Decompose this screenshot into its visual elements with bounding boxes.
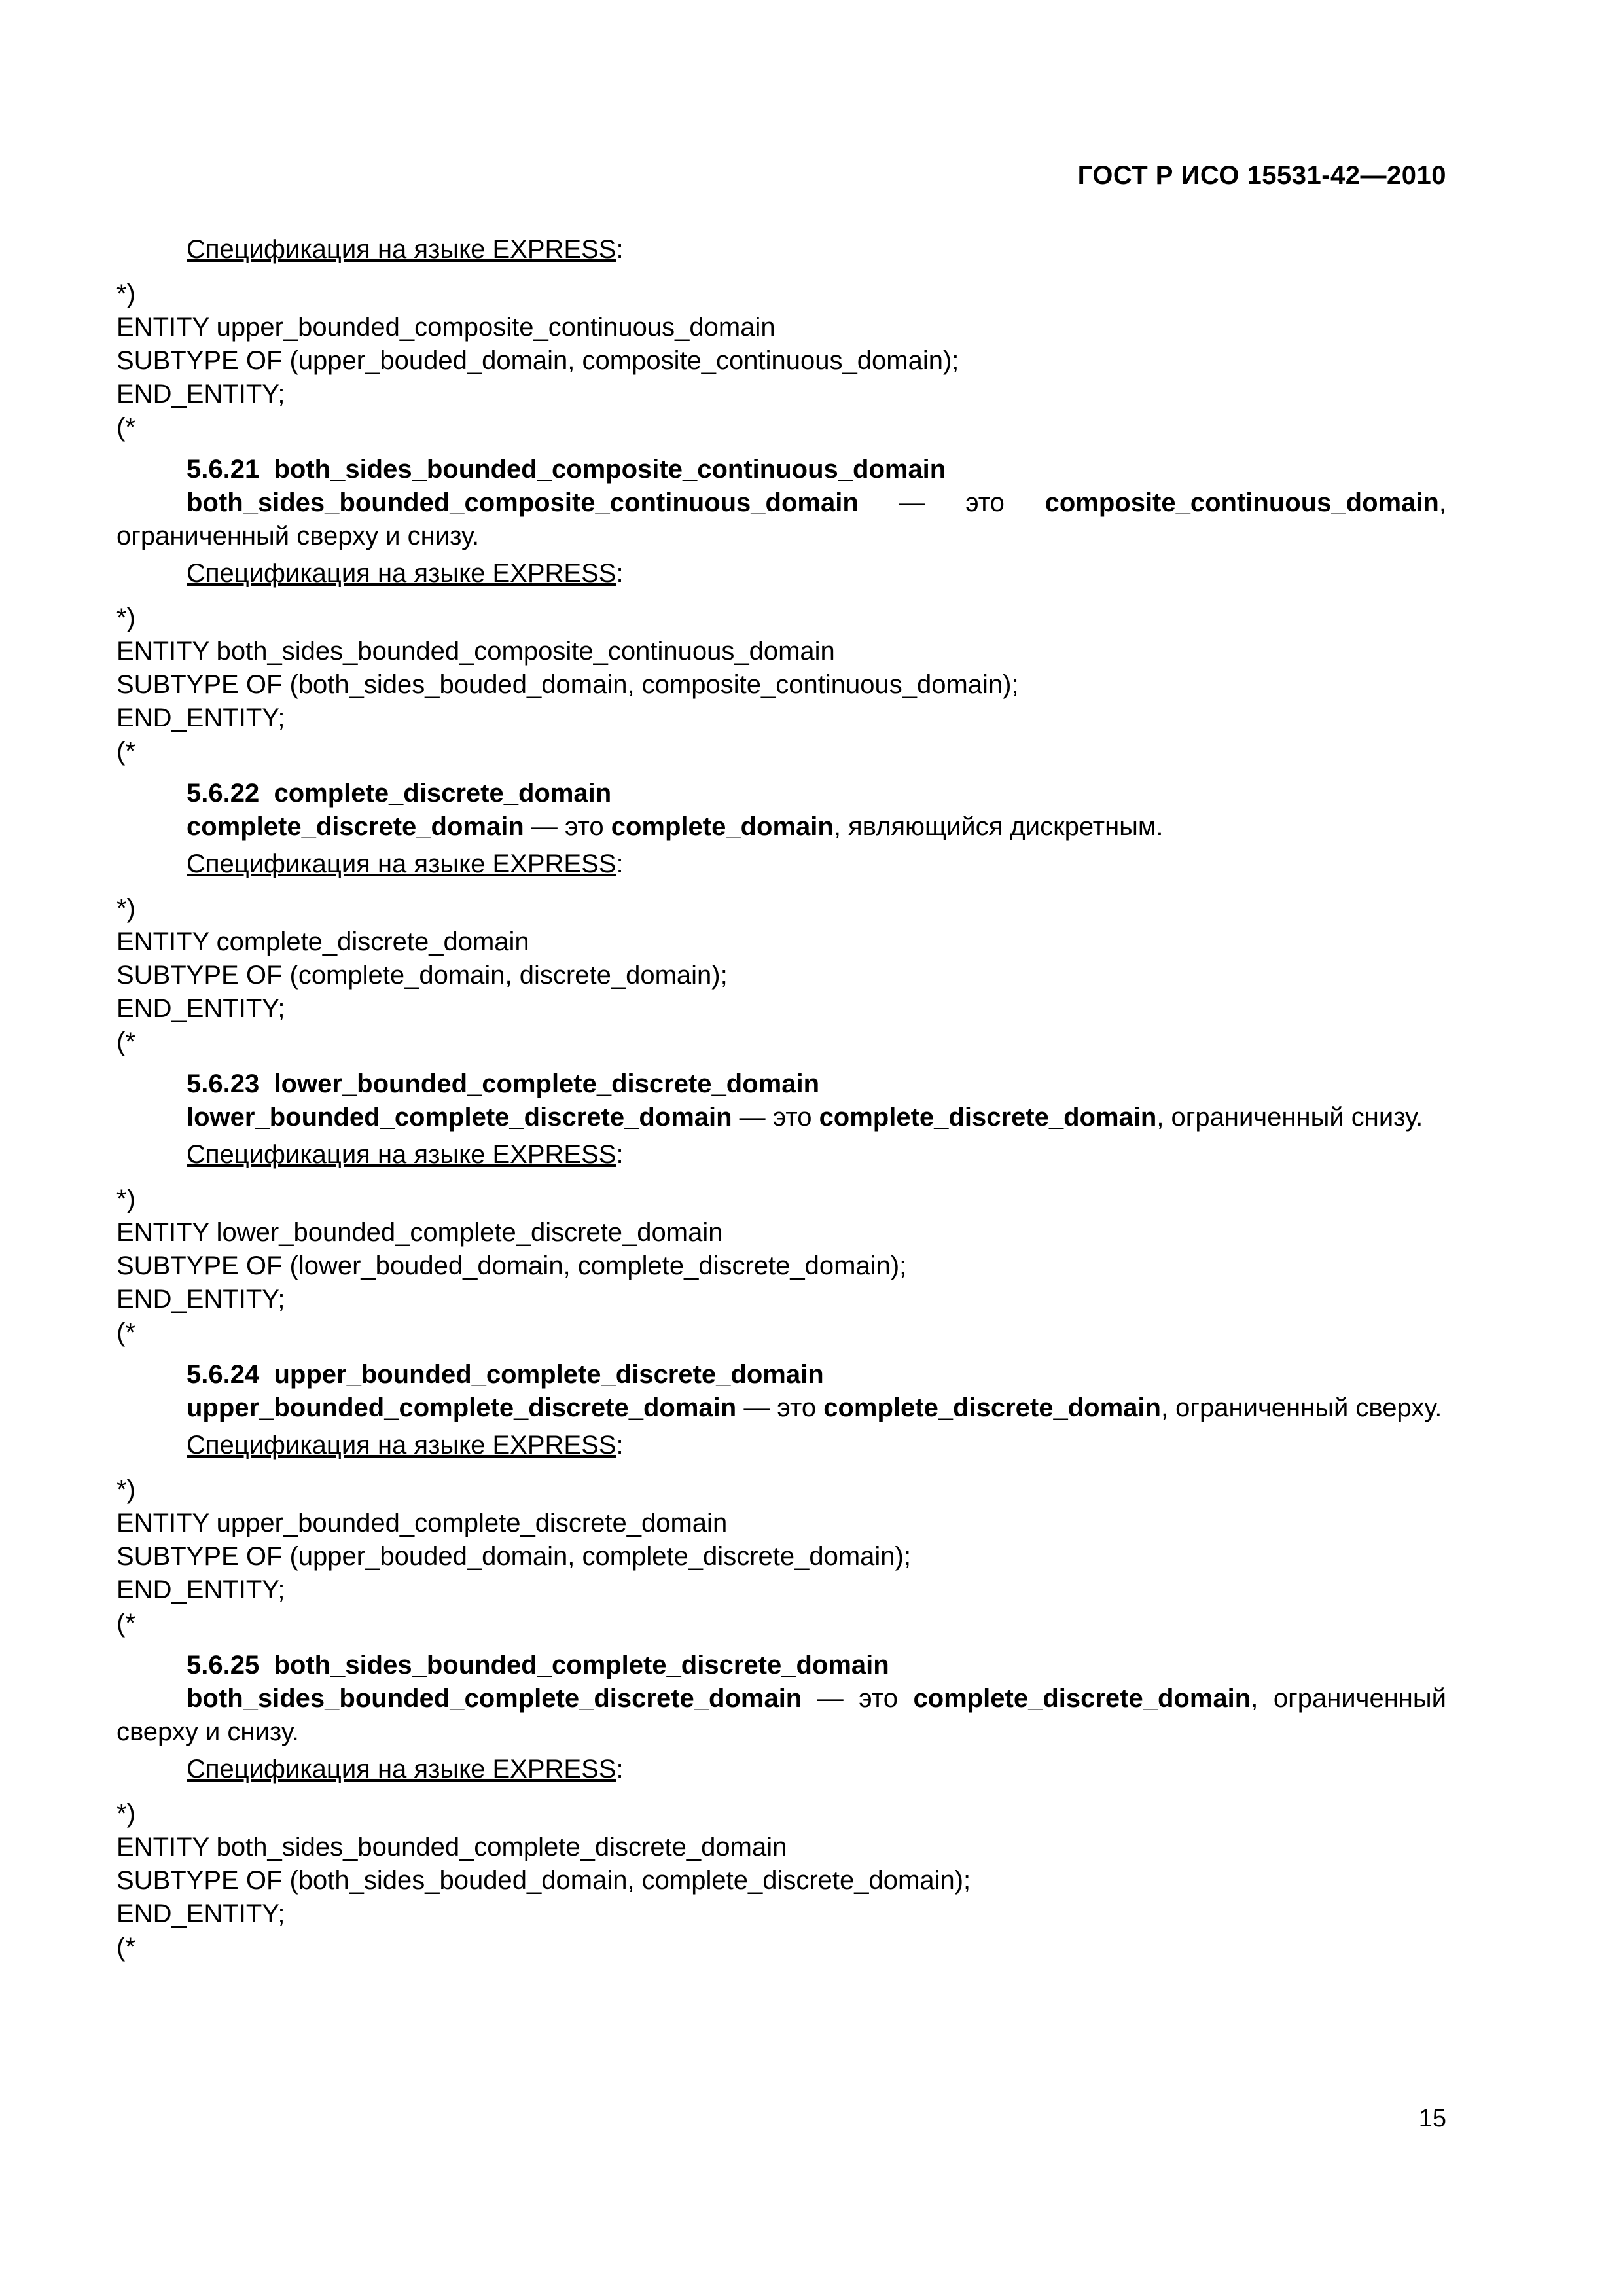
express-spec-colon: :: [616, 1140, 624, 1169]
code-line: SUBTYPE OF (upper_bouded_domain, composite_continuous_domain);: [116, 346, 959, 375]
definition-rest: , являющийся дискретным.: [833, 812, 1164, 841]
section-title: lower_bounded_complete_discrete_domain: [274, 1069, 820, 1098]
code-line: ENTITY lower_bounded_complete_discrete_domain: [116, 1218, 723, 1247]
section-heading: [116, 1358, 1446, 1391]
code-line: END_ENTITY;: [116, 704, 285, 732]
express-code-block: [116, 892, 1446, 1059]
code-line: SUBTYPE OF (complete_domain, discrete_domain);: [116, 961, 728, 990]
express-spec-label: [116, 1753, 1446, 1786]
express-code-block: [116, 1797, 1446, 1964]
definition-dash: — это: [802, 1684, 914, 1713]
express-spec-label-text: Спецификация на языке EXPRESS: [187, 559, 616, 588]
code-line: END_ENTITY;: [116, 1899, 285, 1928]
code-line: (*: [116, 1318, 135, 1347]
section-heading: [116, 453, 1446, 486]
express-spec-label-text: Спецификация на языке EXPRESS: [187, 235, 616, 264]
definition-dash: — это: [858, 488, 1045, 517]
code-line: END_ENTITY;: [116, 1285, 285, 1314]
code-line: *): [116, 1185, 135, 1213]
code-line: *): [116, 603, 135, 632]
express-spec-colon: :: [616, 235, 624, 264]
section-number: 5.6.22: [187, 779, 260, 808]
definition-term: upper_bounded_complete_discrete_domain: [187, 1393, 737, 1422]
code-line: *): [116, 1475, 135, 1504]
code-line: (*: [116, 1028, 135, 1056]
section-number: 5.6.23: [187, 1069, 260, 1098]
express-code-block: [116, 278, 1446, 444]
code-line: SUBTYPE OF (both_sides_bouded_domain, complete_discrete_domain);: [116, 1866, 971, 1895]
express-spec-colon: :: [616, 1431, 624, 1460]
express-code-block: [116, 601, 1446, 768]
express-spec-label: [116, 1429, 1446, 1462]
express-spec-colon: :: [616, 559, 624, 588]
section-title: upper_bounded_complete_discrete_domain: [274, 1360, 824, 1389]
definition-ref: complete_discrete_domain: [823, 1393, 1161, 1422]
definition-term: both_sides_bounded_composite_continuous_domain: [187, 488, 859, 517]
express-spec-label: [116, 1138, 1446, 1172]
page-number: 15: [1418, 2105, 1446, 2132]
code-line: (*: [116, 1609, 135, 1638]
code-line: SUBTYPE OF (lower_bouded_domain, complete_discrete_domain);: [116, 1251, 907, 1280]
code-line: ENTITY both_sides_bounded_complete_discrete_domain: [116, 1833, 787, 1861]
section-definition: [116, 486, 1446, 553]
definition-dash: — это: [736, 1393, 824, 1422]
definition-rest: , ограниченный сверху.: [1160, 1393, 1442, 1422]
definition-term: both_sides_bounded_complete_discrete_domain: [187, 1684, 802, 1713]
express-spec-label: [116, 233, 1446, 266]
code-line: (*: [116, 413, 135, 442]
definition-rest: , ограниченный снизу.: [1156, 1103, 1423, 1132]
definition-dash: — это: [732, 1103, 819, 1132]
document-body: [116, 229, 1446, 1964]
standard-header: ГОСТ Р ИСО 15531-42—2010: [1077, 161, 1446, 190]
definition-ref: complete_domain: [611, 812, 834, 841]
section-title: both_sides_bounded_composite_continuous_domain: [274, 455, 946, 484]
section-title: complete_discrete_domain: [274, 779, 612, 808]
express-spec-label: [116, 557, 1446, 590]
code-line: SUBTYPE OF (upper_bouded_domain, complete_discrete_domain);: [116, 1542, 911, 1571]
section-number: 5.6.25: [187, 1651, 260, 1679]
definition-dash: — это: [524, 812, 611, 841]
definition-ref: composite_continuous_domain: [1044, 488, 1439, 517]
definition-rest: , ограниченный сверху и снизу.: [116, 488, 1446, 550]
definition-rest: , ограниченный сверху и снизу.: [116, 1684, 1446, 1746]
section-definition: [116, 1101, 1446, 1134]
definition-term: complete_discrete_domain: [187, 812, 524, 841]
code-line: END_ENTITY;: [116, 380, 285, 408]
express-spec-label-text: Спецификация на языке EXPRESS: [187, 1140, 616, 1169]
code-line: *): [116, 894, 135, 923]
express-spec-label: [116, 848, 1446, 881]
express-spec-label-text: Спецификация на языке EXPRESS: [187, 1755, 616, 1784]
definition-term: lower_bounded_complete_discrete_domain: [187, 1103, 732, 1132]
express-spec-colon: :: [616, 850, 624, 878]
express-spec-label-text: Спецификация на языке EXPRESS: [187, 1431, 616, 1460]
code-line: END_ENTITY;: [116, 1575, 285, 1604]
section-title: both_sides_bounded_complete_discrete_domain: [274, 1651, 889, 1679]
section-definition: [116, 1391, 1446, 1425]
section-definition: [116, 810, 1446, 844]
section-heading: [116, 1649, 1446, 1682]
code-line: (*: [116, 737, 135, 766]
definition-ref: complete_discrete_domain: [819, 1103, 1157, 1132]
code-line: END_ENTITY;: [116, 994, 285, 1023]
section-definition: [116, 1682, 1446, 1749]
express-code-block: [116, 1183, 1446, 1350]
code-line: *): [116, 1799, 135, 1828]
code-line: ENTITY both_sides_bounded_composite_continuous_domain: [116, 637, 835, 666]
code-line: (*: [116, 1933, 135, 1962]
section-number: 5.6.21: [187, 455, 260, 484]
express-spec-colon: :: [616, 1755, 624, 1784]
express-spec-label-text: Спецификация на языке EXPRESS: [187, 850, 616, 878]
code-line: ENTITY upper_bounded_composite_continuous_domain: [116, 313, 776, 342]
section-heading: [116, 1067, 1446, 1101]
definition-ref: complete_discrete_domain: [913, 1684, 1251, 1713]
code-line: SUBTYPE OF (both_sides_bouded_domain, composite_continuous_domain);: [116, 670, 1019, 699]
code-line: ENTITY complete_discrete_domain: [116, 927, 529, 956]
code-line: *): [116, 279, 135, 308]
section-heading: [116, 777, 1446, 810]
express-code-block: [116, 1473, 1446, 1640]
code-line: ENTITY upper_bounded_complete_discrete_domain: [116, 1509, 728, 1537]
section-number: 5.6.24: [187, 1360, 260, 1389]
